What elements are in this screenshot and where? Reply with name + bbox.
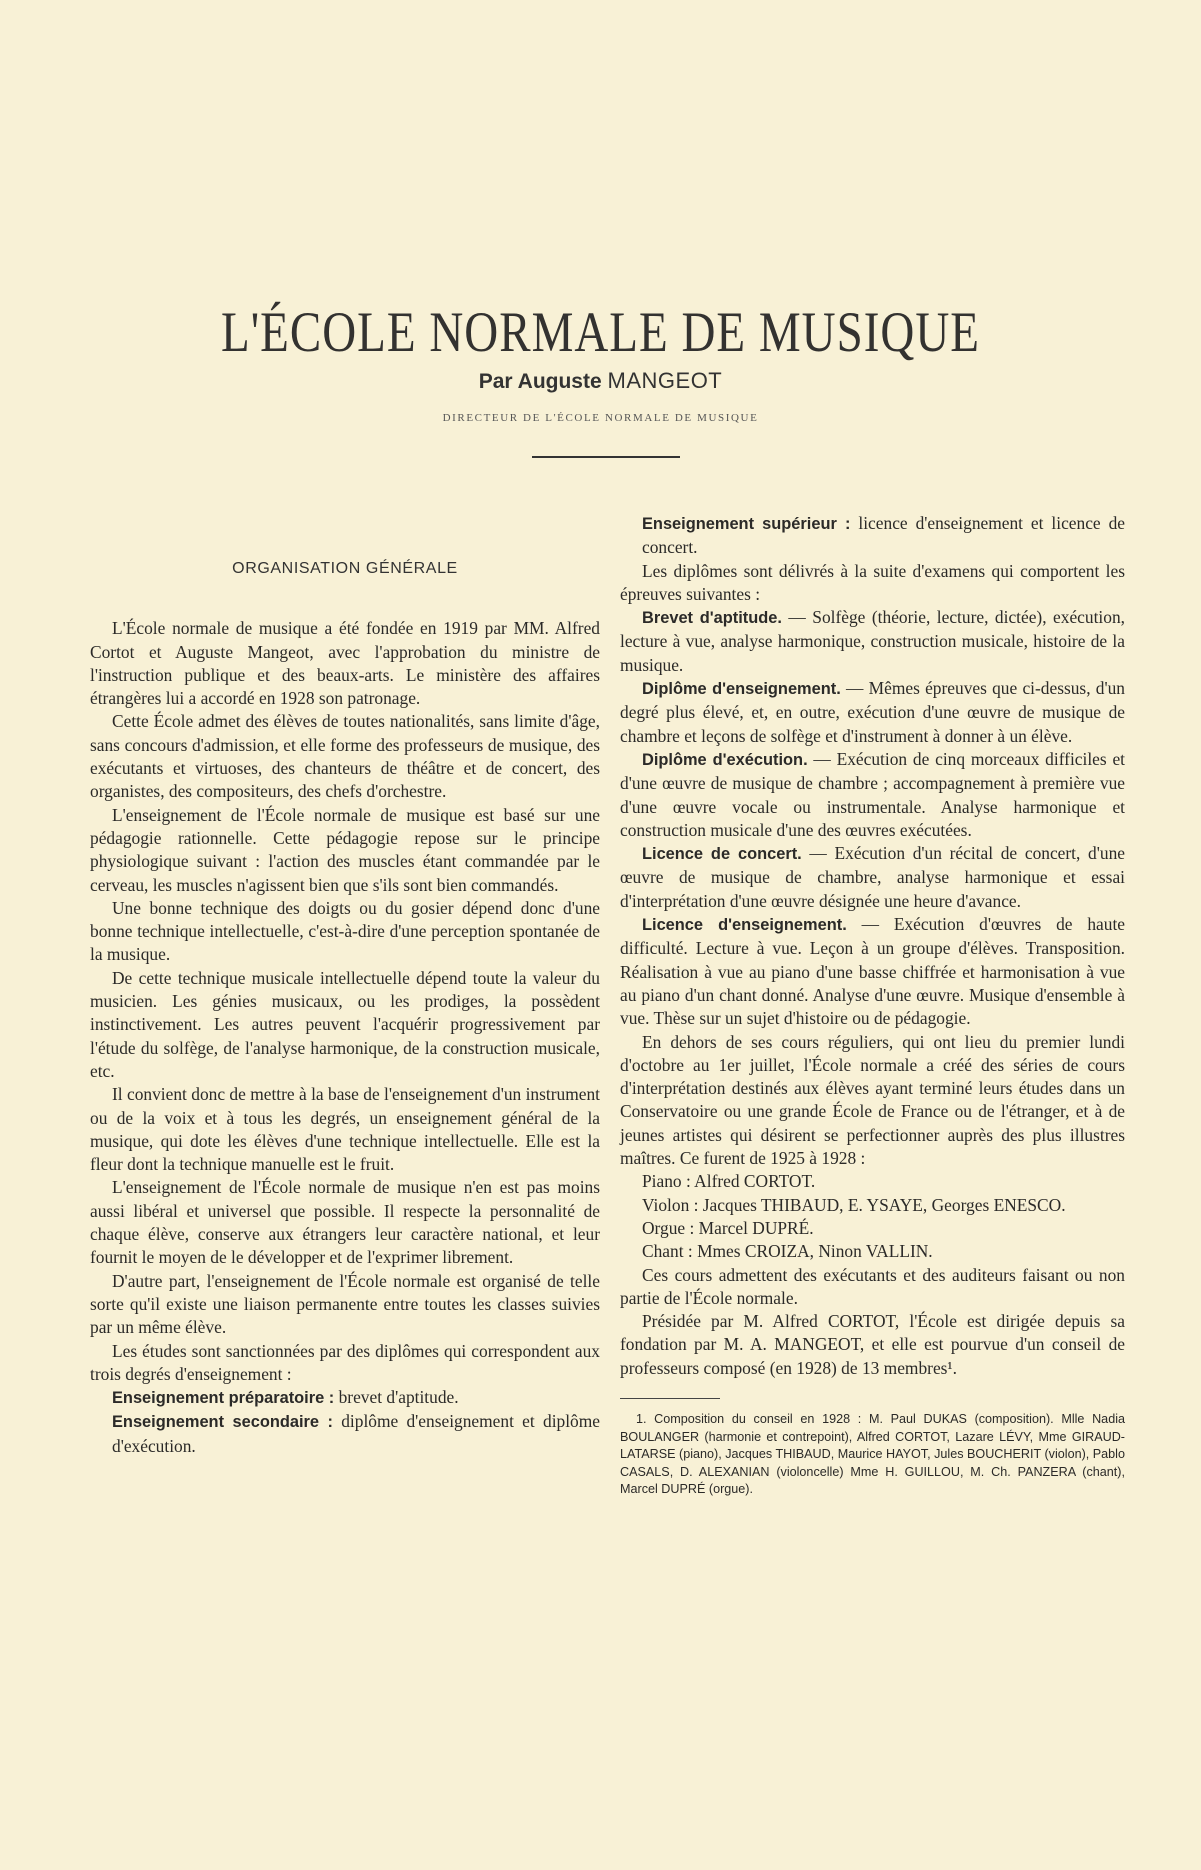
- paragraph: Les études sont sanctionnées par des diplômes qui correspondent aux trois degrés d'enseignement :: [90, 1340, 600, 1384]
- diploma-text: — Exécution de cinq morceaux difficiles et d'une œuvre de musique de chambre ; accompagnement à première vue d'une œuvre vocale ou instrumentale. Analyse harmonique et construction musicale d'une des œuvres exécutées.: [620, 748, 1126, 840]
- diploma-item: [620, 913, 1125, 1030]
- degree-lead: Enseignement préparatoire :: [112, 1389, 335, 1408]
- diploma-item: [620, 677, 1125, 748]
- degree-text: brevet d'aptitude.: [334, 1387, 459, 1408]
- master-line: Piano : Alfred CORTOT.: [642, 1171, 816, 1192]
- diploma-item: [620, 842, 1125, 913]
- paragraph: L'enseignement de l'École normale de musique n'en est pas moins aussi libéral et universel que possible. Il respecte la personnalité de chaque élève, conserve aux étrangers leur caractère national, et leur fournit le moyen de le développer et de l'exprimer librement.: [90, 1177, 600, 1268]
- author-byline: [0, 368, 1201, 394]
- footnote-text: 1. Composition du conseil en 1928 : M. Paul DUKAS (composition). Mlle Nadia BOULANGER (harmonie et contrepoint), Alfred CORTOT, Lazare LÉVY, Mme GIRAUD-LATARSE (piano), Jacques THIBAUD, Maurice HAYOT, Jules BOUCHERIT (violon), Pablo CASALS, D. ALEXANIAN (violoncelle) Mme H. GUILLOU, M. Ch. PANZERA (chant), Marcel DUPRÉ (orgue).: [620, 1411, 1125, 1497]
- article-title: L'ÉCOLE NORMALE DE MUSIQUE: [221, 301, 980, 365]
- degree-lead: Enseignement supérieur :: [642, 515, 851, 533]
- paragraph: Cette École admet des élèves de toutes nationalités, sans limite d'âge, sans concours d'admission, et elle forme des professeurs de musique, des exécutants et virtuoses, des chanteurs de théâtre et de concert, des organistes, des compositeurs, des chefs d'orchestre.: [90, 711, 600, 802]
- diploma-item: [620, 748, 1125, 842]
- paragraph: Les diplômes sont délivrés à la suite d'examens qui comportent les épreuves suivantes :: [620, 560, 1125, 604]
- paragraph: Une bonne technique des doigts ou du gosier dépend donc d'une bonne technique intellectuelle, c'est-à-dire d'une perception spontanée de la musique.: [90, 897, 600, 965]
- master-line: Violon : Jacques THIBAUD, E. YSAYE, Georges ENESCO.: [642, 1194, 1066, 1215]
- diploma-text: — Exécution d'un récital de concert, d'une œuvre de musique de chambre, analyse harmonique et essai d'interprétation d'une œuvre désignée une heure d'avance.: [620, 843, 1125, 911]
- footnote-rule: [620, 1398, 720, 1399]
- paragraph: L'enseignement de l'École normale de musique est basé sur une pédagogie rationnelle. Cette pédagogie repose sur le principe physiologique suivant : l'action des muscles étant commandée par le cerveau, les muscles n'agissent bien que s'ils sont bien commandés.: [90, 804, 600, 895]
- diploma-text: — Mêmes épreuves que ci-dessus, d'un degré plus élevé, et, en outre, exécution d'une œuvre de musique de chambre et leçons de solfège et d'instrument à donner à un élève.: [620, 678, 1126, 746]
- paragraph: Il convient donc de mettre à la base de l'enseignement d'un instrument ou de la voix et à tous les degrés, un enseignement général de la musique, qui dote les élèves d'une technique intellectuelle. Elle est la fleur dont la technique manuelle est le fruit.: [90, 1084, 600, 1175]
- paragraph: Ces cours admettent des exécutants et des auditeurs faisant ou non partie de l'École normale.: [620, 1264, 1125, 1308]
- title-divider: [532, 456, 680, 458]
- left-column: [90, 512, 600, 1458]
- diploma-item: [620, 606, 1125, 677]
- paragraph: D'autre part, l'enseignement de l'École normale est organisé de telle sorte qu'il existe une liaison permanente entre toutes les classes suivies par un même élève.: [90, 1270, 600, 1338]
- diploma-lead: Brevet d'aptitude.: [642, 609, 782, 628]
- byline-prefix: Par Auguste: [478, 370, 602, 393]
- footnote: [620, 1411, 1125, 1499]
- diploma-lead: Diplôme d'exécution.: [642, 750, 808, 769]
- paragraph: De cette technique musicale intellectuelle dépend toute la valeur du musicien. Les génies musicaux, ou les prodiges, la possèdent instinctivement. Les autres peuvent l'acquérir progressivement par l'étude du solfège, de l'analyse harmonique, de la construction musicale, etc.: [90, 967, 600, 1081]
- master-line: Chant : Mmes CROIZA, Ninon VALLIN.: [642, 1241, 933, 1262]
- author-title: DIRECTEUR DE L'ÉCOLE NORMALE DE MUSIQUE: [442, 412, 759, 424]
- diploma-text: — Exécution d'œuvres de haute difficulté. Lecture à vue. Leçon à un groupe d'élèves. Transposition. Réalisation à vue au piano d'une basse chiffrée et harmonisation à vue au piano d'un chant donné. Analyse d'une œuvre. Musique d'ensemble à vue. Thèse sur un sujet d'histoire ou de pédagogie.: [620, 914, 1125, 1029]
- diploma-lead: Diplôme d'enseignement.: [642, 680, 841, 699]
- degree-lead: Enseignement secondaire :: [112, 1413, 333, 1432]
- paragraph: En dehors de ses cours réguliers, qui ont lieu du premier lundi d'octobre au 1er juillet, l'École normale a créé des séries de cours d'interprétation destinés aux élèves ayant terminé leurs études dans un Conservatoire ou une grande École de France ou de l'étranger, et à de jeunes artistes qui désirent se perfectionner auprès des plus illustres maîtres. Ce furent de 1925 à 1928 :: [620, 1031, 1125, 1169]
- right-column: [620, 512, 1125, 1499]
- paragraph: L'École normale de musique a été fondée en 1919 par MM. Alfred Cortot et Auguste Mangeot, avec l'approbation du ministre de l'instruction publique et des beaux-arts. Le ministère des affaires étrangères lui a accordé en 1928 son patronage.: [90, 618, 600, 709]
- degree-text: licence d'enseignement et licence de concert.: [642, 513, 1125, 558]
- degree-text: diplôme d'enseignement et diplôme d'exécution.: [112, 1411, 600, 1456]
- degree-superior: [620, 512, 1125, 560]
- section-heading: ORGANISATION GÉNÉRALE: [232, 560, 458, 577]
- degree-secondary: [90, 1410, 600, 1458]
- diploma-lead: Licence de concert.: [642, 845, 802, 864]
- degree-preparatory: [90, 1386, 600, 1410]
- master-line: Orgue : Marcel DUPRÉ.: [642, 1217, 814, 1238]
- byline-surname: MANGEOT: [607, 368, 723, 393]
- diploma-lead: Licence d'enseignement.: [642, 916, 847, 935]
- paragraph: Présidée par M. Alfred CORTOT, l'École est dirigée depuis sa fondation par M. A. MANGEOT, et elle est pourvue d'un conseil de professeurs composé (en 1928) de 13 membres¹.: [620, 1311, 1125, 1378]
- diploma-text: — Solfège (théorie, lecture, dictée), exécution, lecture à vue, analyse harmonique, construction musicale, histoire de la musique.: [620, 607, 1126, 675]
